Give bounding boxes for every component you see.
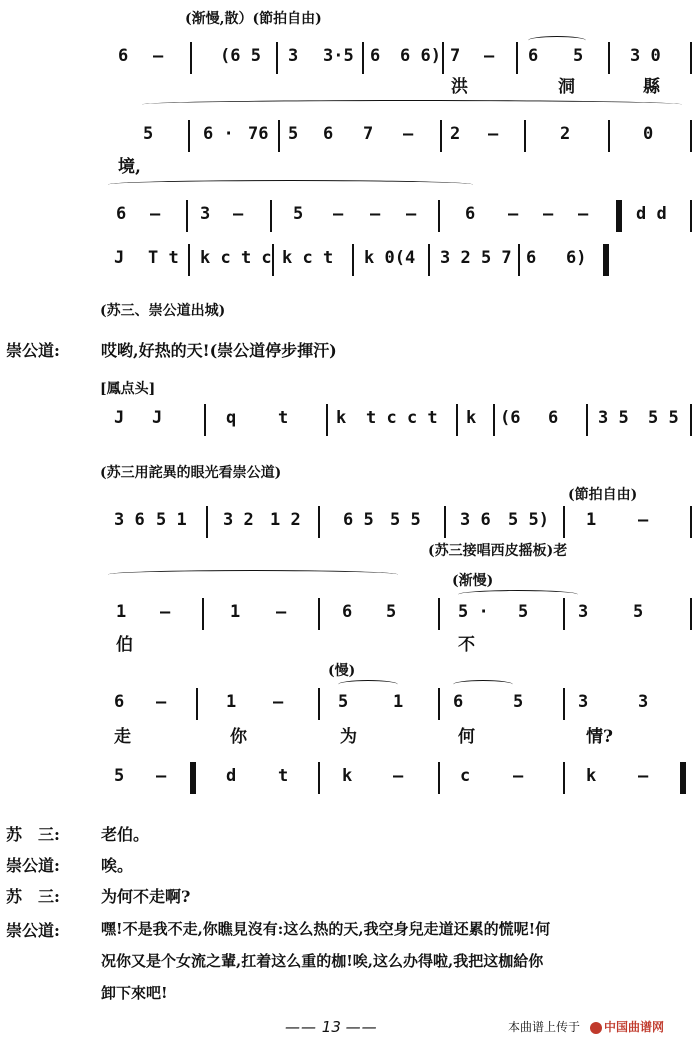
note: t c c t (366, 408, 438, 428)
note: – (273, 692, 284, 712)
note: q (226, 408, 237, 428)
bar-line (186, 200, 188, 232)
speech-text: 为何不走啊? (101, 887, 191, 906)
note: 6 (528, 46, 539, 66)
note: – (484, 46, 495, 66)
note: 3 0 (630, 46, 661, 66)
bar-line (524, 120, 526, 152)
bar-line (188, 244, 190, 276)
lyric: 情? (586, 727, 613, 747)
logo-icon (590, 1022, 602, 1034)
note: – (513, 766, 524, 786)
note: 6 (114, 692, 125, 712)
note: 2 (560, 124, 571, 144)
note: – (543, 204, 554, 224)
bar-line (188, 120, 190, 152)
note: – (638, 766, 649, 786)
note: k c t (282, 248, 334, 268)
lyric-line-7 (108, 630, 693, 664)
note: 6 (342, 602, 353, 622)
tempo-direction-8: (慢) (328, 663, 356, 679)
page-number: —— 13 —— (285, 1018, 378, 1036)
note: 5 1 (156, 510, 187, 530)
note: 1 2 (270, 510, 301, 530)
staff-line-8 (108, 686, 693, 720)
note: k (342, 766, 353, 786)
staff-line-4 (108, 242, 693, 276)
phrase-slur (108, 570, 398, 579)
speaker-label: 苏 三: (6, 825, 60, 844)
staff-line-3 (108, 198, 693, 232)
note: – (638, 510, 649, 530)
note: – (153, 46, 164, 66)
note: – (578, 204, 589, 224)
note: 1 (393, 692, 404, 712)
singing-cue: (苏三接唱西皮摇板)老 (428, 543, 568, 559)
site-logo: 中国曲谱网 (590, 1018, 664, 1035)
staff-line-9 (108, 760, 693, 794)
note: J (152, 408, 163, 428)
speaker-label: 崇公道: (6, 341, 60, 360)
note: – (150, 204, 161, 224)
percussion-label: [鳳点头] (100, 381, 156, 397)
lyric: 洞 (558, 77, 575, 97)
note: 5 (513, 692, 524, 712)
note: 7 (450, 46, 461, 66)
bar-line (442, 42, 444, 74)
bar-line (690, 120, 692, 152)
note: k (586, 766, 597, 786)
stage-direction: (苏三、崇公道出城) (100, 303, 226, 319)
note: 3 2 (223, 510, 254, 530)
note: – (406, 204, 417, 224)
tempo-direction-1: (渐慢,散）(節拍自由) (185, 11, 322, 27)
note: k (466, 408, 477, 428)
bar-line (516, 42, 518, 74)
note: – (276, 602, 287, 622)
note: 5 5 (390, 510, 421, 530)
staff-line-6 (108, 504, 693, 538)
note: J (114, 248, 125, 268)
bar-line (318, 598, 320, 630)
tempo-direction-6: (節拍自由) (568, 487, 638, 503)
speaker-label: 苏 三: (6, 887, 60, 906)
note: 1 (116, 602, 127, 622)
note: – (156, 692, 167, 712)
speech-text: 卸下來吧! (101, 984, 168, 1002)
bar-line (563, 598, 565, 630)
bar-line (444, 506, 446, 538)
bar-line (196, 688, 198, 720)
note: 5 (633, 602, 644, 622)
bar-line (563, 506, 565, 538)
speech-text: 哎哟,好热的天!(崇公道停步揮汗) (101, 341, 337, 360)
note: – (393, 766, 404, 786)
bar-line (690, 42, 692, 74)
note: – (160, 602, 171, 622)
note: 6 (116, 204, 127, 224)
speech-text: 唉。 (101, 856, 134, 875)
note: k (336, 408, 347, 428)
note: 2 (450, 124, 461, 144)
bar-line (438, 688, 440, 720)
note: 5 (114, 766, 125, 786)
bar-line (202, 598, 204, 630)
note: J (114, 408, 125, 428)
note: – (508, 204, 519, 224)
lyric: 境, (118, 157, 141, 177)
bar-line (690, 598, 692, 630)
bar-line (690, 200, 692, 232)
note: 7 (363, 124, 374, 144)
bar-line (326, 404, 328, 436)
note: 1 (586, 510, 597, 530)
note: 3 5 (598, 408, 629, 428)
bar-line (190, 42, 192, 74)
note: k 0(4 (364, 248, 416, 268)
bar-line (563, 762, 565, 794)
note: 1 (226, 692, 237, 712)
note: 3·5 (323, 46, 354, 66)
bar-line (204, 404, 206, 436)
bar-line (690, 404, 692, 436)
lyric-line-8 (108, 722, 693, 756)
note: – (333, 204, 344, 224)
speaker-label: 崇公道: (6, 921, 60, 940)
double-bar-line (190, 762, 196, 794)
note: 6 5 (343, 510, 374, 530)
lyric: 洪 (451, 77, 468, 97)
note: 5 (338, 692, 349, 712)
note: d d (636, 204, 667, 224)
note: 3 (578, 692, 589, 712)
bar-line (438, 598, 440, 630)
stage-direction: (苏三用詫異的眼光看崇公道) (100, 465, 282, 481)
note: – (370, 204, 381, 224)
lyric: 縣 (643, 77, 660, 97)
note: t (278, 408, 289, 428)
note: k c t c (200, 248, 272, 268)
bar-line (318, 506, 320, 538)
note: 6 (118, 46, 129, 66)
tempo-direction-7: (渐慢) (452, 573, 494, 589)
note: 6 (370, 46, 381, 66)
staff-line-2 (108, 118, 693, 152)
bar-line (518, 244, 520, 276)
bar-line (318, 762, 320, 794)
bar-line (690, 506, 692, 538)
lyric: 为 (340, 727, 357, 747)
note: 1 (230, 602, 241, 622)
note: 6 (453, 692, 464, 712)
note: 5 (386, 602, 397, 622)
upload-note: 本曲谱上传于 (508, 1020, 581, 1034)
bar-line (608, 120, 610, 152)
note: 6 (526, 248, 537, 268)
bar-line (318, 688, 320, 720)
bar-line (608, 42, 610, 74)
note: 6 (323, 124, 334, 144)
speech-text: 况你又是个女流之輩,扛着这么重的枷!唉,这么办得啦,我把这枷給你 (101, 952, 544, 970)
bar-line (276, 42, 278, 74)
note: 5 (288, 124, 299, 144)
speech-text: 老伯。 (101, 825, 150, 844)
bar-line (493, 404, 495, 436)
note: t (278, 766, 289, 786)
note: T t (148, 248, 179, 268)
bar-line (438, 762, 440, 794)
note: 3 2 5 7 (440, 248, 512, 268)
bar-line (586, 404, 588, 436)
note: – (488, 124, 499, 144)
note: 3 (200, 204, 211, 224)
note: 6 (465, 204, 476, 224)
bar-line (456, 404, 458, 436)
bar-line (438, 200, 440, 232)
double-bar-line (616, 200, 622, 232)
bar-line (428, 244, 430, 276)
bar-line (563, 688, 565, 720)
note: 5 5 (648, 408, 679, 428)
staff-line-1 (108, 40, 693, 74)
note: 6 6) (400, 46, 441, 66)
note: 5 (573, 46, 584, 66)
page-number-value: 13 (321, 1018, 341, 1036)
note: – (156, 766, 167, 786)
lyric: 伯 (116, 635, 133, 655)
note: d (226, 766, 237, 786)
note: 5 · (458, 602, 489, 622)
note: 3 (288, 46, 299, 66)
note: 0 (643, 124, 654, 144)
lyric: 你 (230, 727, 247, 747)
bar-line (206, 506, 208, 538)
note: 3 6 (114, 510, 145, 530)
note: 3 (578, 602, 589, 622)
note: – (233, 204, 244, 224)
note: 6 (548, 408, 559, 428)
lyric: 走 (114, 727, 131, 747)
staff-line-7 (108, 596, 693, 630)
double-bar-line (680, 762, 686, 794)
slur (338, 680, 398, 689)
note: 5 5) (508, 510, 549, 530)
double-bar-line (603, 244, 609, 276)
bar-line (352, 244, 354, 276)
lyric: 何 (458, 727, 475, 747)
note: 3 (638, 692, 649, 712)
note: – (403, 124, 414, 144)
note: 6 · (203, 124, 234, 144)
bar-line (270, 200, 272, 232)
speaker-label: 崇公道: (6, 856, 60, 875)
speech-text: 嘿!不是我不走,你瞧見沒有:这么热的天,我空身兒走道还累的慌呢!何 (101, 920, 551, 938)
lyric: 不 (458, 635, 475, 655)
note: 5 (143, 124, 154, 144)
staff-line-5 (108, 402, 693, 436)
slur (453, 680, 513, 689)
note: 76 (248, 124, 269, 144)
note: 5 (293, 204, 304, 224)
slur (458, 590, 578, 599)
note: c (460, 766, 471, 786)
note: 5 (518, 602, 529, 622)
slur (528, 36, 586, 45)
note: 6) (566, 248, 587, 268)
bar-line (362, 42, 364, 74)
note: (6 5 (220, 46, 261, 66)
phrase-slur (108, 180, 473, 189)
phrase-slur (142, 100, 682, 109)
bar-line (272, 244, 274, 276)
note: 3 6 (460, 510, 491, 530)
bar-line (278, 120, 280, 152)
note: (6 (500, 408, 521, 428)
bar-line (440, 120, 442, 152)
